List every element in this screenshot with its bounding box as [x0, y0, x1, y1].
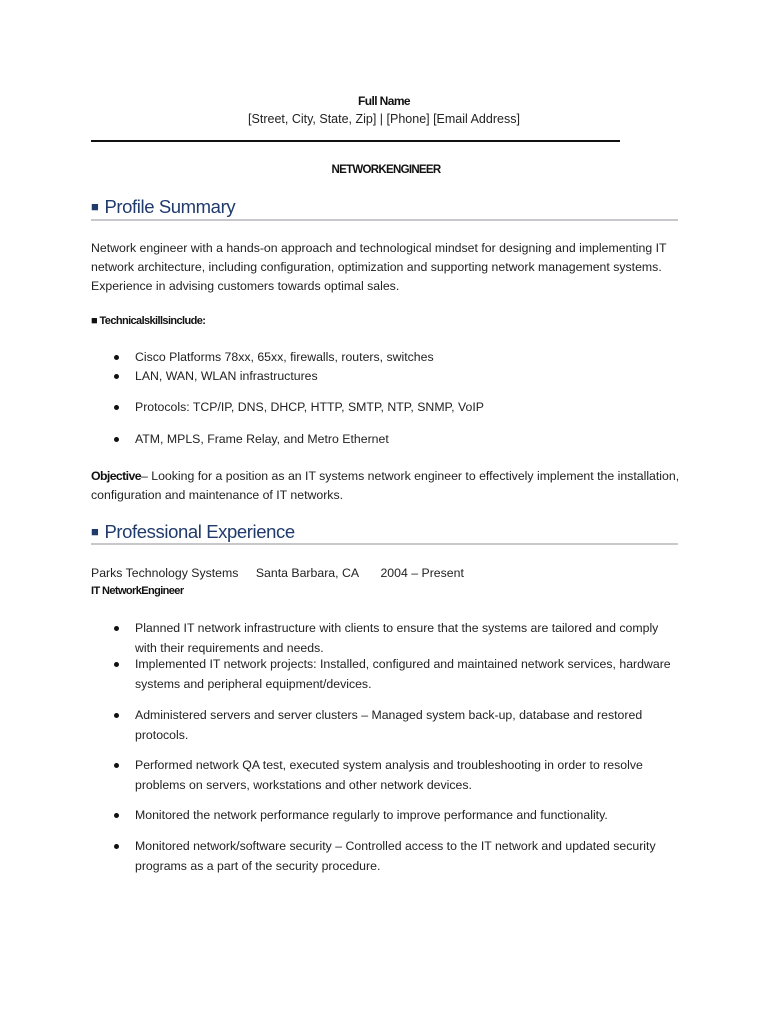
- skill-text: Cisco Platforms 78xx, 65xx, firewalls, routers, switches: [135, 350, 434, 364]
- bullet-dot-icon: [114, 763, 119, 768]
- objective-label: Objective: [91, 469, 141, 483]
- duty-text: Planned IT network infrastructure with clients to ensure that the systems are tailored and comply with their requirements and needs.: [135, 621, 659, 655]
- square-bullet-icon: ■: [91, 524, 99, 539]
- objective-paragraph: [91, 467, 681, 505]
- profile-summary-heading: [91, 196, 235, 218]
- header-divider: [91, 140, 620, 142]
- skill-text: LAN, WAN, WLAN infrastructures: [135, 369, 318, 383]
- duty-text: Monitored network/software security – Controlled access to the IT network and updated security programs as a part of the security procedure.: [135, 839, 656, 873]
- skill-text: ATM, MPLS, Frame Relay, and Metro Ethernet: [135, 432, 389, 446]
- full-name: Full Name: [358, 94, 410, 108]
- profile-summary-title: Profile Summary: [104, 196, 236, 217]
- professional-experience-heading: [91, 521, 295, 543]
- bullet-dot-icon: [114, 662, 119, 667]
- employment-dates: 2004 – Present: [380, 566, 464, 580]
- duty-text: Implemented IT network projects: Installed, configured and maintained network services, hardware systems and peripheral equipment/devices.: [135, 657, 671, 691]
- bullet-dot-icon: [114, 374, 119, 379]
- bullet-dot-icon: [114, 626, 119, 631]
- profile-summary-divider: [91, 219, 678, 221]
- bullet-dot-icon: [114, 355, 119, 360]
- square-bullet-icon: ■: [91, 199, 99, 214]
- company-name: Parks Technology Systems: [91, 566, 239, 580]
- bullet-dot-icon: [114, 437, 119, 442]
- profile-summary-text: Network engineer with a hands-on approach and technological mindset for designing and implementing IT network architecture, including configuration, optimization and supporting network management systems. Experience in advising customers towards optimal sales.: [91, 241, 667, 293]
- bullet-dot-icon: [114, 713, 119, 718]
- bullet-dot-icon: [114, 844, 119, 849]
- employer-line: [91, 566, 464, 580]
- objective-text: – Looking for a position as an IT systems network engineer to effectively implement the installation, configuration and maintenance of IT networks.: [91, 469, 680, 502]
- technical-skills-heading: ■ Technicalskillsinclude:: [91, 315, 206, 327]
- company-location: Santa Barbara, CA: [255, 566, 360, 580]
- job-title: NETWORKENGINEER: [331, 164, 441, 176]
- role-title: IT NetworkEngineer: [91, 585, 184, 597]
- duty-text: Performed network QA test, executed system analysis and troubleshooting in order to resolve problems on servers, workstations and other network devices.: [135, 758, 643, 792]
- professional-experience-divider: [91, 543, 678, 545]
- bullet-dot-icon: [114, 405, 119, 410]
- bullet-dot-icon: [114, 813, 119, 818]
- contact-line: [Street, City, State, Zip] | [Phone] [Email Address]: [248, 112, 520, 126]
- duty-text: Administered servers and server clusters – Managed system back-up, database and restored protocols.: [135, 708, 643, 742]
- professional-experience-title: Professional Experience: [104, 521, 295, 542]
- duty-text: Monitored the network performance regularly to improve performance and functionality.: [135, 808, 608, 822]
- skill-text: Protocols: TCP/IP, DNS, DHCP, HTTP, SMTP, NTP, SNMP, VoIP: [135, 400, 484, 414]
